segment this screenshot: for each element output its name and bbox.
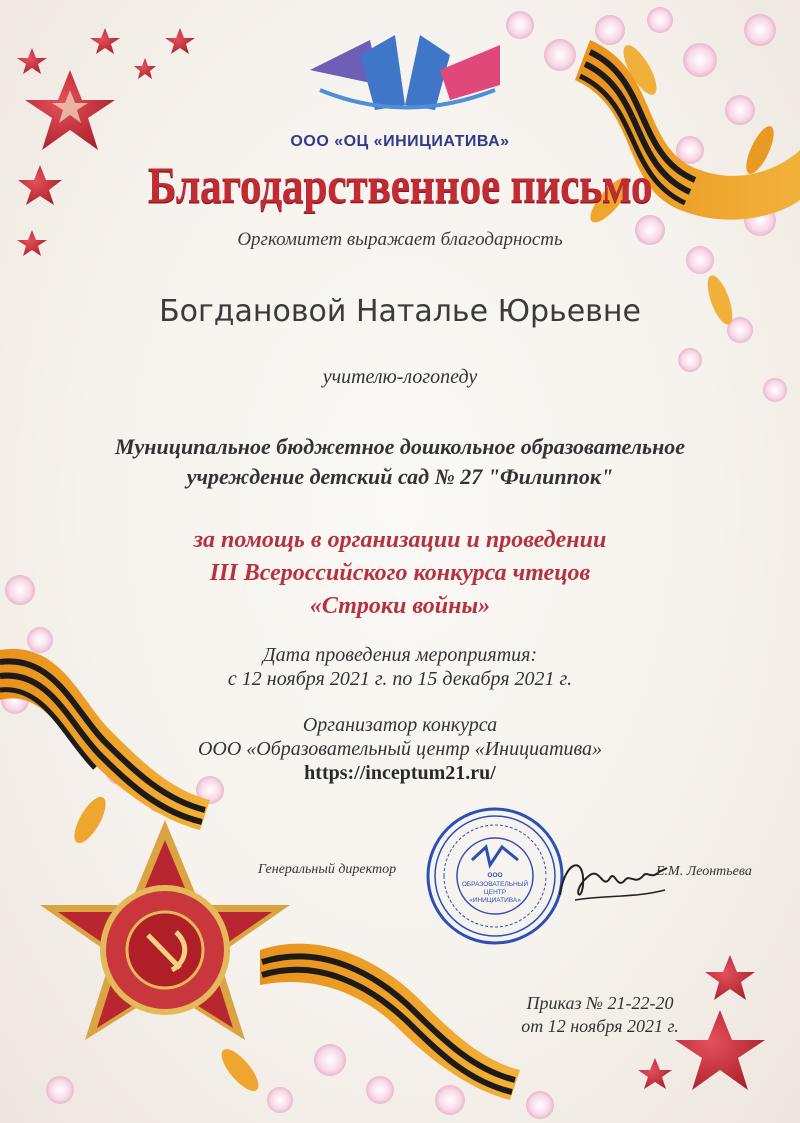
director-name: Е.М. Леонтьева	[656, 864, 752, 879]
institution-line: Муниципальное бюджетное дошкольное образовательное	[114, 434, 686, 459]
recipient-name: Богдановой Наталье Юрьевне	[159, 294, 641, 329]
star-icon	[165, 28, 195, 54]
order-patriotic-war-icon	[40, 820, 290, 1040]
star-icon	[17, 48, 47, 74]
star-icon	[134, 58, 156, 79]
reason-line: III Всероссийского конкурса чтецов	[209, 560, 591, 586]
order-date: от 12 ноября 2021 г.	[521, 1016, 679, 1036]
institution-line: учреждение детский сад № 27 "Филиппок"	[186, 464, 614, 489]
organizer-url: https://inceptum21.ru/	[304, 762, 496, 784]
award-reason	[40, 524, 760, 623]
reason-line: «Строки войны»	[309, 593, 491, 619]
event-date-value: с 12 ноября 2021 г. по 15 декабря 2021 г.	[227, 668, 573, 690]
official-stamp-icon	[424, 805, 566, 947]
reason-line: за помощь в организации и проведении	[193, 527, 607, 553]
svg-text:ЦЕНТР: ЦЕНТР	[483, 889, 507, 896]
svg-text:ООО: ООО	[487, 872, 503, 879]
recipient-institution	[40, 432, 760, 492]
star-icon	[638, 1058, 672, 1089]
recipient-position: учителю-логопеду	[322, 366, 478, 388]
book-logo-icon	[300, 30, 515, 125]
signature-scribble	[555, 850, 675, 910]
certificate-subtitle: Оргкомитет выражает благодарность	[237, 229, 563, 250]
event-date-label: Дата проведения мероприятия:	[262, 644, 538, 666]
director-role: Генеральный директор	[258, 862, 397, 877]
organizer-short-name: ООО «ОЦ «ИНИЦИАТИВА»	[290, 133, 510, 150]
order-info	[470, 992, 730, 1038]
star-icon	[90, 28, 120, 54]
organizer-name: ООО «Образовательный центр «Инициатива»	[197, 738, 603, 760]
svg-text:ОБРАЗОВАТЕЛЬНЫЙ: ОБРАЗОВАТЕЛЬНЫЙ	[461, 881, 529, 888]
organizer-label: Организатор конкурса	[302, 714, 498, 736]
order-number: Приказ № 21-22-20	[526, 993, 674, 1013]
svg-text:«ИНИЦИАТИВА»: «ИНИЦИАТИВА»	[469, 897, 521, 904]
certificate-title: Благодарственное письмо	[147, 157, 653, 214]
